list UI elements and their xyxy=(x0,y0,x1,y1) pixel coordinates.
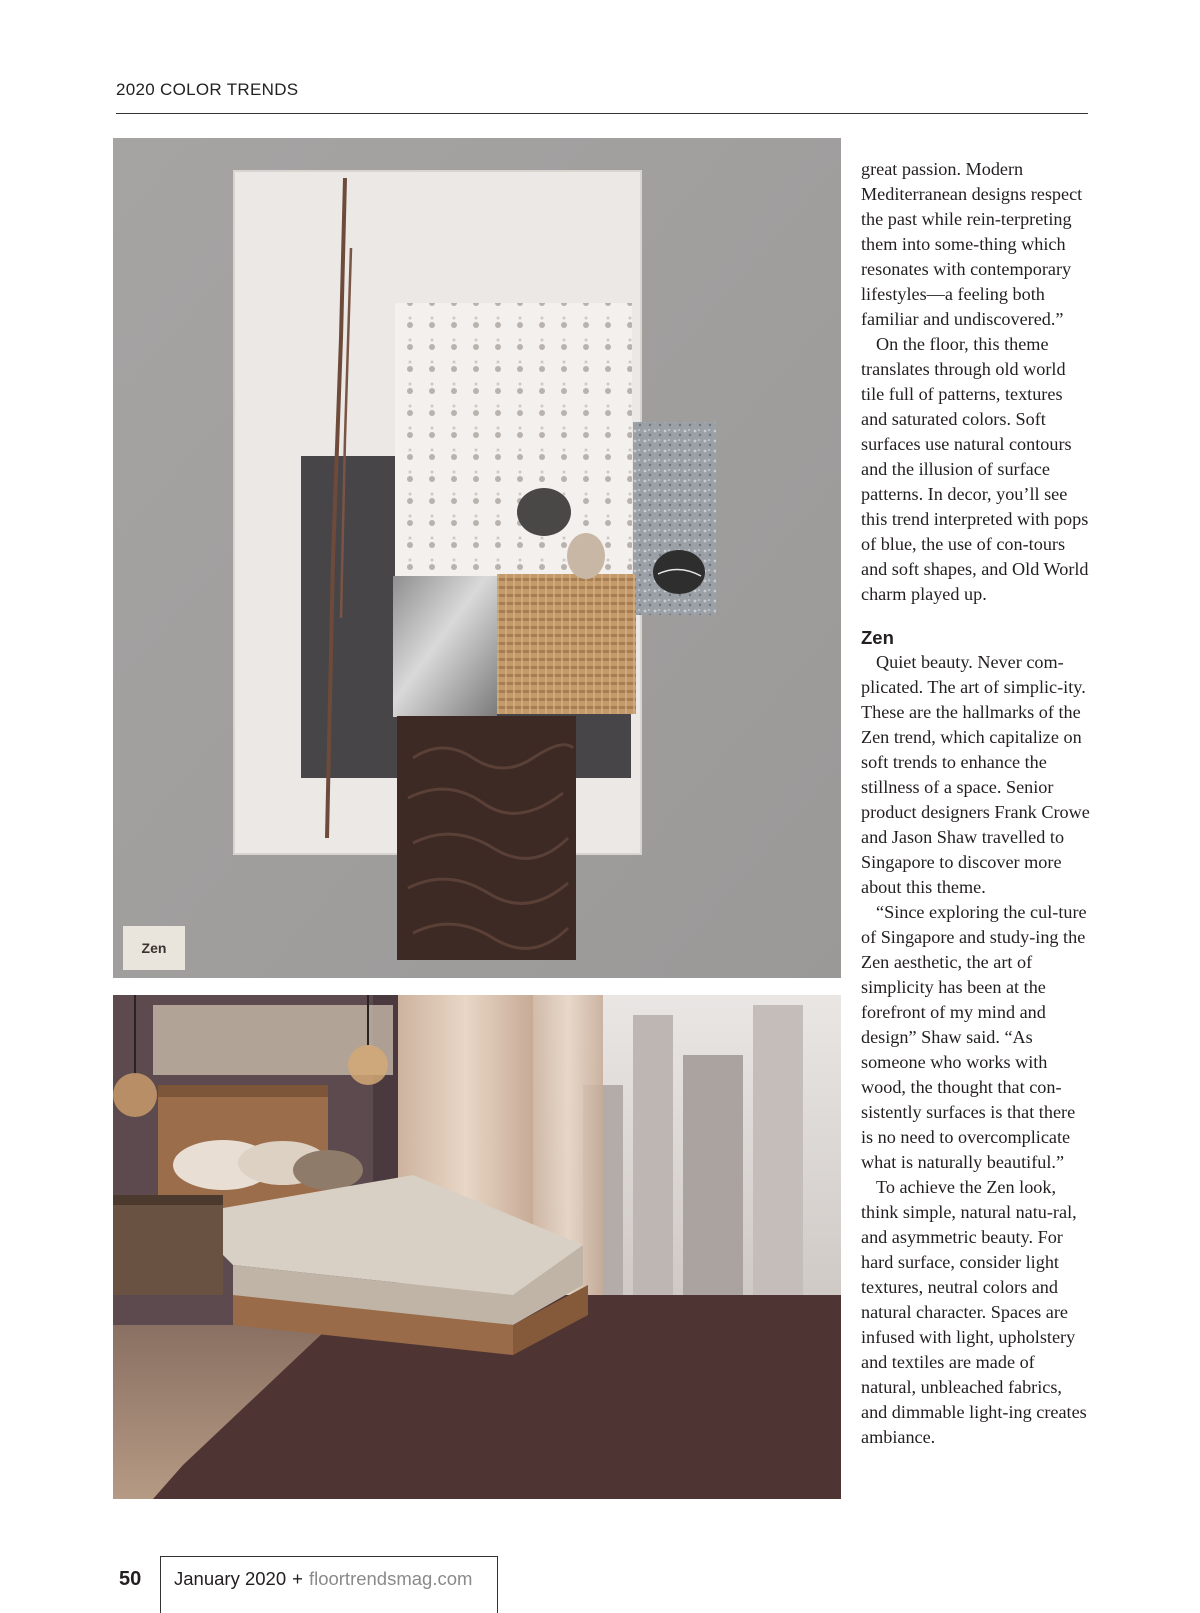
article-paragraph: “Since exploring the cul-ture of Singapore and study-ing the Zen aesthetic, the art of simplicity has been at the forefront of my mind and design” Shaw said. “As someone who works with wood, the thought that con-sistently surfaces is that there is no need to overcomplicate what is naturally beautiful.” xyxy=(861,902,1087,1172)
article-paragraph: Quiet beauty. Never com-plicated. The art of simplic-ity. These are the hallmarks of the Zen trend, which capitalize on soft trends to enhance the stillness of a space. Senior product designers Frank Crowe and Jason Shaw travelled to Singapore to discover more about this theme. xyxy=(861,652,1090,897)
bedroom-illustration xyxy=(113,995,841,1499)
page-number: 50 xyxy=(119,1568,142,1590)
footer-separator: + xyxy=(292,1568,303,1589)
bedroom-photo xyxy=(113,995,841,1499)
article-paragraph: great passion. Modern Mediterranean designs respect the past while rein-terpreting them into some-thing which resonates with contemporary lifestyles—a feeling both familiar and undiscovered.” xyxy=(861,159,1083,329)
article-paragraph: To achieve the Zen look, think simple, natural natu-ral, and asymmetric beauty. For hard surface, consider light textures, neutral colors and natural character. Spaces are infused with light, upholstery and textiles are made of natural, unbleached fabrics, and dimmable light-ing creates ambiance. xyxy=(861,1177,1087,1447)
website-link[interactable]: floortrendsmag.com xyxy=(308,1568,473,1589)
issue-date: January 2020 xyxy=(174,1568,287,1589)
moodboard-photo xyxy=(113,138,841,978)
article-column xyxy=(861,157,1091,1450)
article-paragraph: On the floor, this theme translates through old world tile full of patterns, textures and saturated colors. Soft surfaces use natural contours and the illusion of surface patterns. In decor, you’ll see this trend interpreted with pops of blue, the use of con-tours and soft shapes, and Old World charm played up. xyxy=(861,334,1089,604)
photo-caption-label: Zen xyxy=(123,926,185,970)
moodboard-illustration xyxy=(113,138,841,978)
section-heading: Zen xyxy=(861,627,894,648)
page-header xyxy=(116,79,1088,114)
section-title: 2020 COLOR TRENDS xyxy=(116,80,299,99)
footer-issue-box xyxy=(160,1556,498,1613)
